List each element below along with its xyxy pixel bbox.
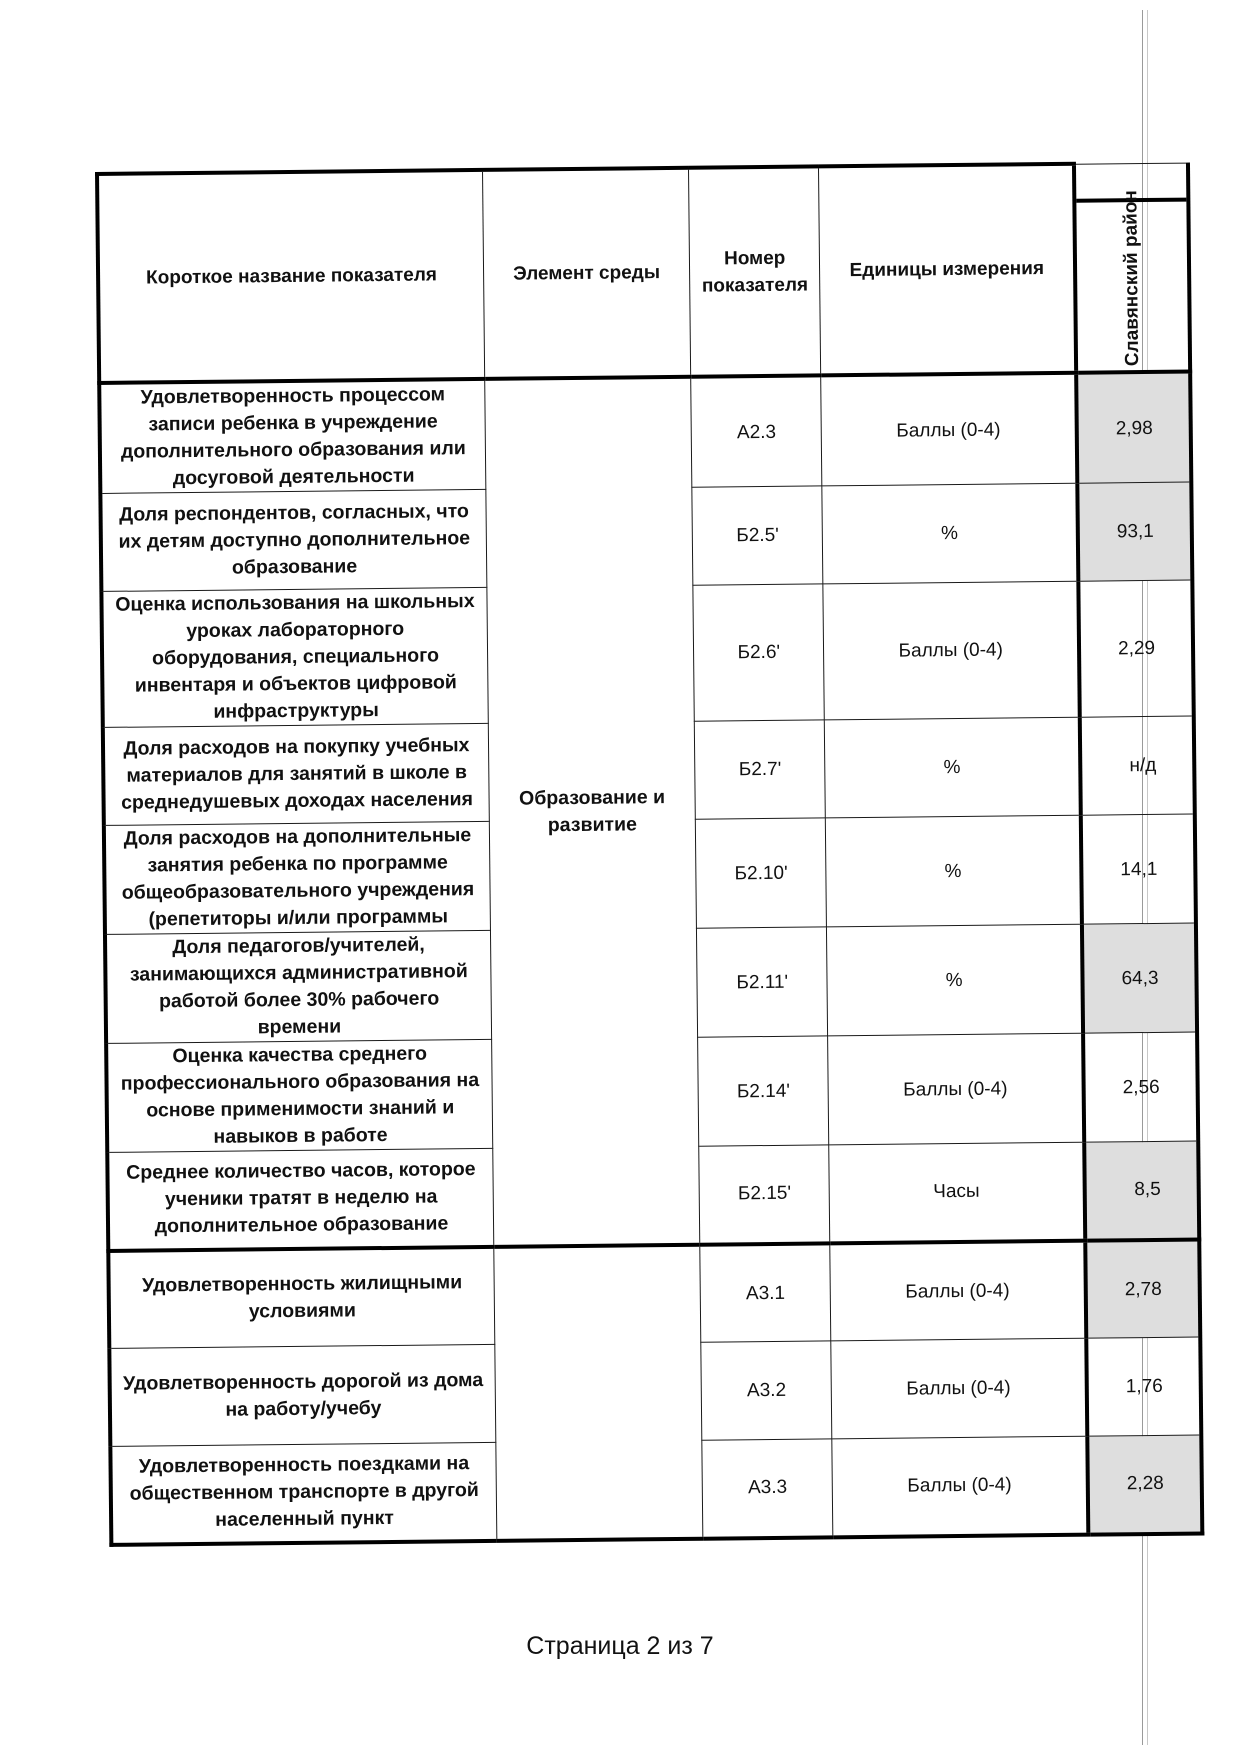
column-header-element: Элемент среды [482, 168, 690, 379]
units-cell: % [826, 815, 1082, 927]
indicator-number-cell: Б2.15' [699, 1145, 830, 1244]
indicator-number-cell: Б2.5' [692, 486, 823, 585]
region-value-cell: 93,1 [1077, 482, 1192, 581]
column-header-units: Единицы измерения [819, 164, 1076, 376]
indicator-number-cell: А3.3 [702, 1439, 833, 1538]
units-cell: Часы [829, 1142, 1085, 1243]
indicator-number-cell: Б2.11' [697, 927, 828, 1037]
indicator-name-cell: Доля респондентов, согласных, что их детям доступно дополнительное образование [100, 489, 486, 591]
units-cell: Баллы (0-4) [832, 1436, 1088, 1537]
indicator-name-cell: Оценка качества среднего профессионального образования на основе применимости знаний и навыков в работе [106, 1039, 492, 1152]
environment-element-cell [494, 1244, 703, 1540]
region-value-cell: 1,76 [1086, 1337, 1201, 1436]
indicator-number-cell: Б2.10' [695, 818, 826, 928]
units-cell: Баллы (0-4) [831, 1338, 1087, 1439]
indicator-name-cell: Доля расходов на покупку учебных материалов для занятий в школе в среднедушевых доходах населения [103, 723, 489, 825]
region-value-cell: 2,56 [1083, 1032, 1198, 1142]
indicator-name-cell: Оценка использования на школьных уроках лабораторного оборудования, специального инвентаря и объектов цифровой инфраструктуры [101, 587, 488, 727]
region-value-cell: 2,78 [1085, 1239, 1200, 1338]
indicator-name-cell: Удовлетворенность процессом записи ребенка в учреждение дополнительного образования или досуговой деятельности [99, 379, 486, 494]
units-cell: Баллы (0-4) [823, 581, 1080, 720]
indicator-number-cell: А3.2 [701, 1341, 832, 1440]
environment-element-cell: Образование и развитие [485, 377, 700, 1247]
units-cell: % [822, 483, 1078, 584]
indicator-table-wrapper [95, 161, 1204, 1547]
units-cell: Баллы (0-4) [830, 1240, 1086, 1341]
column-header-name: Короткое название показателя [97, 170, 485, 383]
column-header-number: Номер показателя [689, 166, 821, 376]
indicator-name-cell: Доля расходов на дополнительные занятия ребенка по программе общеобразовательного учреждения (репетиторы и/или программы [104, 821, 490, 934]
table-row [108, 1239, 1200, 1348]
region-value-cell: 2,28 [1087, 1435, 1202, 1534]
indicator-name-cell: Удовлетворенность поездками на общественном транспорте в другой населенный пункт [110, 1442, 496, 1544]
region-value-cell: 2,29 [1078, 580, 1193, 717]
indicator-number-cell: Б2.7' [694, 720, 825, 819]
indicator-number-cell: А2.3 [691, 375, 822, 487]
units-cell: Баллы (0-4) [828, 1033, 1084, 1145]
region-value-cell: 8,5 [1084, 1141, 1199, 1240]
table-header-row [97, 163, 1190, 383]
indicator-name-cell: Удовлетворенность дорогой из дома на работу/учебу [109, 1344, 495, 1446]
column-header-region [1074, 163, 1190, 373]
units-cell: % [825, 717, 1081, 818]
table-row [99, 372, 1191, 494]
region-value-cell: 14,1 [1081, 814, 1196, 924]
indicator-name-cell: Среднее количество часов, которое ученики тратят в неделю на дополнительное образование [107, 1148, 493, 1250]
table-body [99, 372, 1202, 1545]
indicator-number-cell: Б2.14' [698, 1036, 829, 1146]
units-cell: % [827, 924, 1083, 1036]
indicator-number-cell: А3.1 [700, 1243, 831, 1342]
region-value-cell: 2,98 [1076, 372, 1191, 484]
region-header-label: Славянский район [1120, 189, 1144, 367]
units-cell: Баллы (0-4) [821, 373, 1077, 486]
region-value-cell: н/д [1080, 716, 1195, 815]
page-number: Страница 2 из 7 [526, 1632, 714, 1660]
indicator-number-cell: Б2.6' [693, 584, 825, 721]
region-value-cell: 64,3 [1082, 923, 1197, 1033]
indicator-table [95, 161, 1204, 1547]
indicator-name-cell: Удовлетворенность жилищными условиями [108, 1246, 494, 1348]
indicator-name-cell: Доля педагогов/учителей, занимающихся административной работой более 30% рабочего времени [105, 930, 491, 1043]
